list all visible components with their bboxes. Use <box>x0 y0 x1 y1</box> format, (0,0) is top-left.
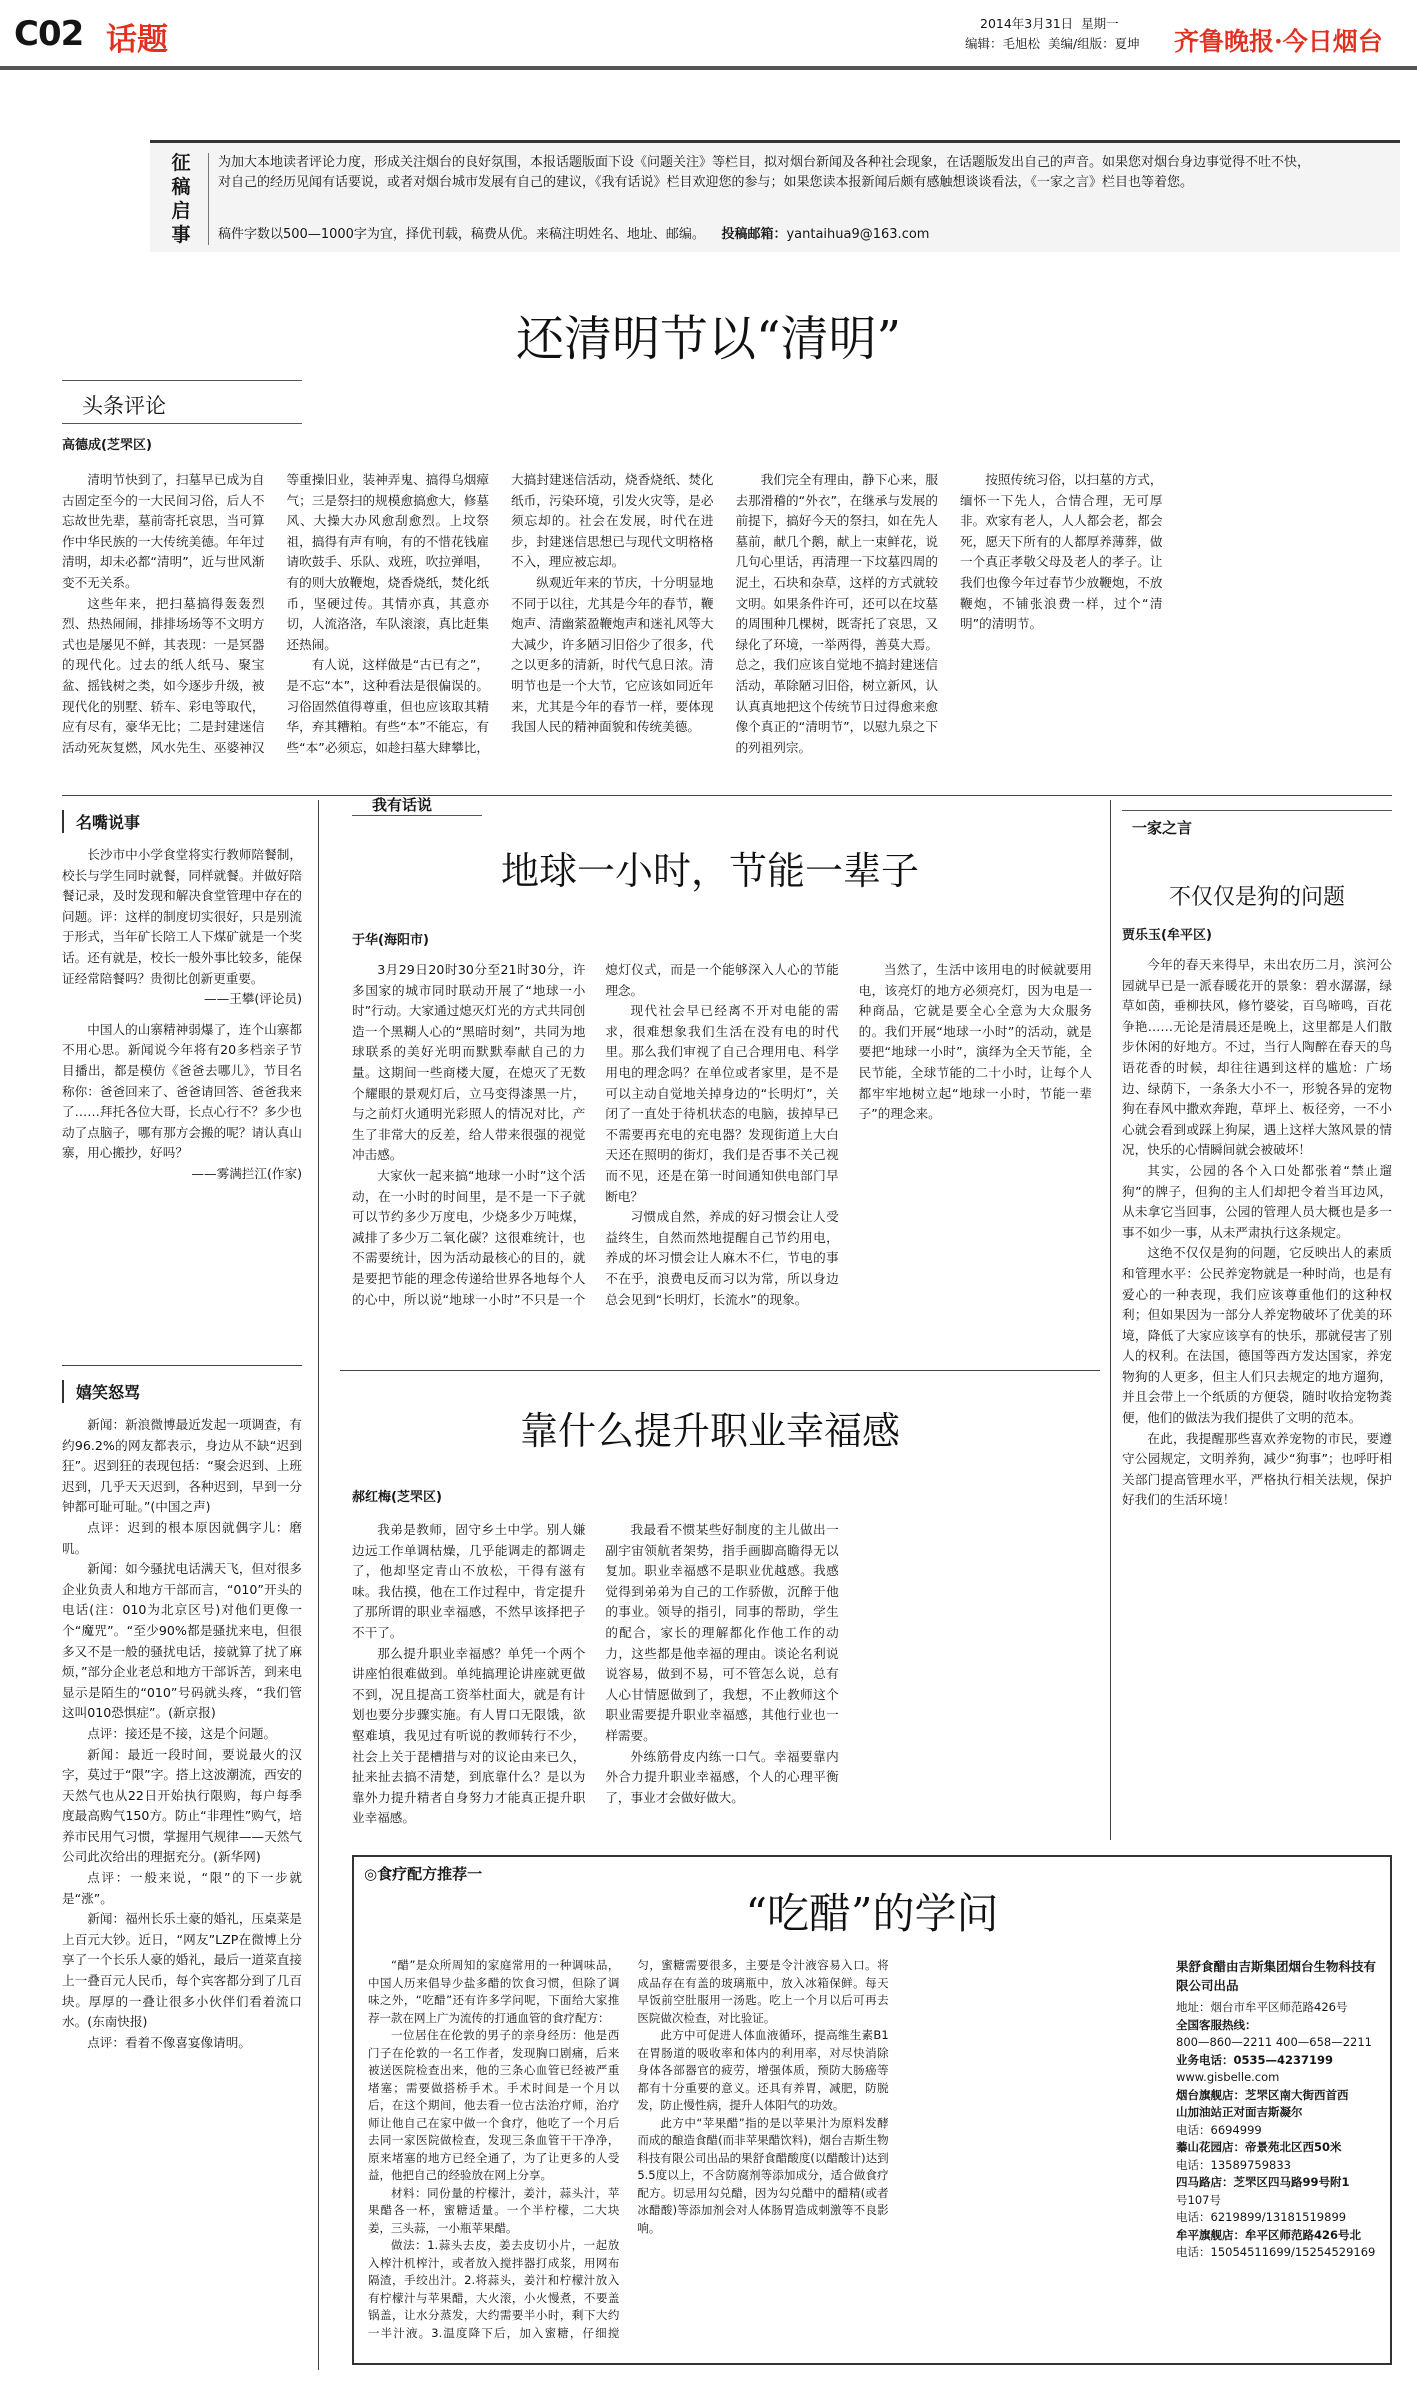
ad-line: 四马路店：芝罘区四马路99号附1 <box>1176 2175 1350 2189</box>
sidebar-col2-title: 嬉笑怒骂 <box>70 1380 140 1403</box>
ad-company: 果舒食醋由吉斯集团烟台生物科技有限公司出品 <box>1176 1959 1377 1993</box>
article1-column-label: 头条评论 <box>82 394 166 418</box>
article5-box <box>352 1855 1392 2365</box>
notice-label-char: 稿 <box>171 176 191 198</box>
email-label: 投稿邮箱： <box>721 227 787 242</box>
sidebar-col1-paragraph: 中国人的山寨精神弱爆了，连个山寨都不用心思。新闻说今年将有20多档亲子节目播出，都是模仿《爸爸去哪儿》，节目名称你：爸爸回来了、爸爸请回答、爸爸我来了……拜托各位大哥，长点心行不？多少也动了点脑子，哪有那方会搬的呢？请认真山寨，用心搬抄，好吗？ <box>62 1021 302 1161</box>
article2-paragraph: 大家伙一起来搞“地球一小时”这个活动，在一小时的时间里，是不是一下子就可以节约多少万度电，少烧多少万吨煤，减排了多少万二氧化碳？这很难统计，也不需要统计，因为活动最核心的目的，就是要把节能的理念传递给世界各地每个人的心中，所以说“地球一小时”不只是一个熄灯仪式，而是一个能够深入人心的节能理念。 <box>352 962 839 1307</box>
article1-title: 还清明节以“清明” <box>515 311 902 367</box>
article1-body-flow <box>62 470 1387 770</box>
article3-paragraph: 那么提升职业幸福感？单凭一个两个讲座怕很难做到。单纯搞理论讲座就更做不到，况且提高工资举杜面大，就是有计划也要分步骤实施。有人胃口无限饿，欲壑难填，我见过有听说的教师转行不少，社会上关于琵槽措与对的议论由来已久，扯来扯去搞不清楚，到底靠什么？是以为靠外力提升精者自身努力才能真正提升职业幸福感。 <box>352 1645 586 1826</box>
article2-paragraph: 习惯成自然，养成的好习惯会让人受益终生，自然而然地提醒自己节约用电，养成的坏习惯会让人麻木不仁，节电的事不在乎，浪费电反而习以为常，所以身边总会见到“长明灯，长流水”的现象。 <box>605 1209 839 1307</box>
article2-byline: 于华(海阳市) <box>352 933 429 948</box>
ad-line: 电话：13589759833 <box>1176 2157 1291 2172</box>
article1-paragraph: 我们完全有理由，静下心来，服去那滑稽的“外衣”，在继承与发展的前提下，搞好今天的祭扫，如在先人墓前，献几个鹅，献上一束鲜花，说几句心里话，再清理一下坟墓四周的泥土，石块和杂草，这样的方式就较文明。如果条件许可，还可以在坟墓的周围种几棵树，既寄托了哀思，又绿化了环境，一举两得，善莫大焉。总之，我们应该自觉地不搞封建迷信活动，革除陋习旧俗，树立新风，认认真真地把这个传统节日过得愈来愈像个真正的“清明节”，以慰九泉之下的列祖列宗。 <box>735 472 938 755</box>
sidebar-col2-paragraph: 点评：接还是不接，这是个问题。 <box>87 1725 277 1741</box>
ad-line: 电话：15054511699/15254529169 <box>1176 2245 1376 2259</box>
editor: 编辑：毛旭松 <box>965 36 1041 51</box>
ad-website[interactable]: www.gisbelle.com <box>1176 2070 1280 2084</box>
sidebar-col2-paragraph: 新闻：福州长乐土豪的婚礼，压桌菜是上百元大钞。近日，“网友”LZP在微博上分享了一个长乐人豪的婚礼，最后一道菜直接上一叠百元人民币，每个宾客都分到了几百块。厚厚的一叠让很多小伙伴们看着流口水。(东南快报) <box>62 1911 302 2030</box>
ad-line: 全国客服热线： <box>1176 2017 1257 2032</box>
article3-byline: 郝红梅(芝罘区) <box>352 1490 442 1505</box>
sidebar-col1-sign: ——王攀(评论员) <box>204 991 302 1007</box>
article4-paragraph: 其实，公园的各个入口处都张着“禁止遛狗”的牌子，但狗的主人们却把令着当耳边风，从未拿它当回事，公园的管理人员大概也是多一事不如少一事，从未严肃执行这条规定。 <box>1122 1162 1392 1240</box>
sidebar-col2-paragraph: 点评：看着不像喜宴像请明。 <box>87 2034 251 2050</box>
article4-column-label: 一家之言 <box>1132 819 1193 837</box>
article3-title: 靠什么提升职业幸福感 <box>519 1409 900 1453</box>
article4-paragraph: 今年的春天来得早，未出农历二月，滨河公园就早已是一派春暖花开的景象：碧水潺潺，绿草如茵，垂柳扶风，修竹婆娑，百鸟啼鸣，百花争艳……无论是清晨还是晚上，这里都是人们散步休闲的好地方。不过，当行人陶醉在春天的鸟语花香的时候，却往往遇到这样的尴尬：广场边、绿荫下，一条条大小不一，形貌各异的宠物狗在春风中撒欢奔跑，草坪上、板径旁，一不小心就会看到或踩上狗屎，遇上这样大煞风景的情况，快乐的心情瞬间就会被破坏！ <box>1122 957 1392 1158</box>
sidebar-col2-paragraph: 点评：一般来说，“限”的下一步就是“涨”。 <box>62 1870 302 1906</box>
article5-body <box>368 1957 1158 2357</box>
article1-byline: 高德成(芝罘区) <box>62 438 152 453</box>
sidebar-col1-sign: ——雾满拦江(作家) <box>191 1165 302 1181</box>
article2-paragraph: 3月29日20时30分至21时30分，许多国家的城市同时联动开展了“地球一小时”行动。大家通过熄灭灯光的方式共同创造一个黑糊人心的“黑暗时刻”，共同为地球联系的美好光明而默默奉献自己的力量。这期间一些商楼大厦，在熄灭了无数个耀眼的景观灯后，立马变得漆黑一片，与之前灯火通明光彩照人的情况对比，产生了非常大的反差，给人带来很强的视觉冲击感。 <box>352 962 586 1163</box>
ad-line: 蓁山花园店：帝景苑北区西50米 <box>1176 2140 1342 2154</box>
article5-paragraph: 材料：同份量的柠檬汁，姜汁，蒜头汁，苹果醋各一杯，蜜糖适量。一个半柠檬，二大块姜，三头蒜，一小瓶苹果醋。 <box>368 2185 620 2235</box>
ad-line: 业务电话：0535—4237199 <box>1176 2052 1334 2067</box>
article2-title: 地球一小时，节能一辈子 <box>500 849 919 893</box>
ad-line: 山加油站正对面吉斯凝尔 <box>1176 2105 1303 2119</box>
article5-paragraph: “醋”是众所周知的家庭常用的一种调味品，中国人历来倡导少盐多醋的饮食习惯，但除了调味之外，“吃醋”还有许多学问呢，下面给大家推荐一款在网上广为流传的打通血管的食疗配方： <box>368 1958 620 2025</box>
article4-title: 不仅仅是狗的问题 <box>1168 885 1345 910</box>
paper-logo <box>1174 22 1383 58</box>
sidebar-divider <box>62 1365 302 1366</box>
paper-name: 齐鲁晚报 <box>1174 27 1275 56</box>
article5-paragraph: 此方中“苹果醋”指的是以苹果汁为原料发酵而成的酿造食醋(而非苹果醋饮料)，烟台吉斯生物科技有限公司出品的果舒食醋酸度(以醋酸计)达到5.5度以上，不含防腐剂等添加成分，适合做食疗配方。切忌用勾兑醋，因为勾兑醋中的醋精(或者冰醋酸)等添加剂会对人体肠胃造成刺激等不良影响。 <box>637 2115 889 2235</box>
email-link[interactable]: yantaihua9@163.com <box>786 227 930 242</box>
page-header <box>0 0 1417 80</box>
header-staff <box>965 36 1140 52</box>
notice-footer-text: 稿件字数以500—1000字为宜，择优刊载，稿费从优。来稿注明姓名、地址、邮编。 <box>218 227 705 242</box>
article2-body <box>352 960 1092 1340</box>
sidebar-col2-paragraph: 新闻：最近一段时间，要说最火的汉字，莫过于“限”字。搭上这波潮流，西安的天然气也从22日开始执行限购，每户每季度最高购气150方。防止“非理性”购气，培养市民用气习惯，掌握用气规律——天然气公司此次给出的理据充分。(新华网) <box>62 1746 302 1865</box>
article1-paragraph: 纵观近年来的节庆，十分明显地不同于以往，尤其是今年的春节，鞭炮声、清幽萦盈鞭炮声和迷礼风等大大减少，许多陋习旧俗少了很多，代之以更多的清新，时代气息日浓。清明节也是一个大节，它应该如同近年来，尤其是今年的春节一样，要体现我国人民的精神面貌和传统美德。 <box>511 574 714 735</box>
article1-paragraph: 按照传统习俗，以扫墓的方式，缅怀一下先人，合情合理，无可厚非。欢家有老人，人人都会老，都会死，愿天下所有的人都厚养薄葬，做一个真正孝敬父母及老人的孝子。让我们也像今年过春节少放鞭炮，不放鞭炮，不铺张浪费一样，过个“清明”的清明节。 <box>960 472 1163 632</box>
right-vrule <box>1110 800 1111 1840</box>
page-code: C02 <box>14 14 84 54</box>
article2-column-label: 我有话说 <box>372 796 433 814</box>
article3-body <box>352 1520 1092 1830</box>
section-divider <box>62 795 1392 796</box>
notice-divider <box>208 153 209 245</box>
sidebar-vrule <box>318 800 319 2370</box>
date: 2014年3月31日 <box>980 16 1074 31</box>
article4-paragraph: 这绝不仅仅是狗的问题，它反映出人的素质和管理水平：公民养宠物就是一种时尚，也是有爱心的一种表现，我们应该尊重他们的这种权利；但如果因为一部分人养宠物破坏了优美的环境，降低了大家应该享有的快乐，那就侵害了别人的权利。在法国，德国等西方发达国家，养宠物狗的人更多，但主人们只去规定的地方遛狗，并且会带上一个纸质的方便袋，随时收拾宠物粪便，他们的做法为我们提供了文明的范本。 <box>1122 1245 1392 1426</box>
article3-paragraph: 我弟是教师，固守乡土中学。别人嫌边远工作单调枯燥，几乎能调走的都调走了，他却坚定青山不放松，干得有滋有味。我估摸，他在工作过程中，肯定提升了那所谓的职业幸福感，不然早该择把子不干了。 <box>352 1522 586 1640</box>
article5-ad <box>1176 1957 1384 2357</box>
sidebar-col2-body <box>62 1415 302 2365</box>
article1-paragraph: 清明节快到了，扫墓早已成为自古固定至今的一大民间习俗，后人不忘故世先辈，墓前寄托哀思，当可算作中华民族的一大传统美德。年年过清明，却未必都“清明”，近与世风渐变不无关系。 <box>62 472 265 590</box>
ad-line: 烟台旗舰店：芝罘区南大街西首西 <box>1176 2087 1349 2102</box>
sidebar-col1-title: 名嘴说事 <box>70 810 140 833</box>
weekday: 星期一 <box>1081 16 1119 31</box>
article1-column-head <box>62 380 302 424</box>
sidebar-col1-paragraph: 长沙市中小学食堂将实行教师陪餐制，校长与学生同时就餐，同样就餐。并做好陪餐记录，及时发现和解决食堂管理中存在的问题。评：这样的制度切实很好，只是别流于形式，当年矿长陪工人下煤矿就是一个奖话。还有就是，校长一般外事比较多，能保证经常陪餐吗？贵彻比创新更重要。 <box>62 847 302 986</box>
ad-line: 牟平旗舰店：牟平区师范路426号北 <box>1176 2227 1362 2242</box>
design: 美编/组版：夏坤 <box>1047 36 1140 51</box>
article4-paragraph: 在此，我提醒那些喜欢养宠物的市民，要遵守公园规定，文明养狗，减少“狗事”；也呼吁相关部门提高管理水平，严格执行相关法规，保护好我们的生活环境！ <box>1122 1430 1392 1508</box>
article4-byline: 贾乐玉(牟平区) <box>1122 928 1212 943</box>
article5-paragraph: 做法：1.蒜头去皮，姜去皮切小片，一起放入榨汁机榨汁，或者放入搅拌器打成浆，用网布隔渣，手绞出汁。2.将蒜头，姜汁和柠檬汁放入有柠檬汁与苹果醋，大火滚，小火慢煮，不要盖锅盖，让水分蒸发，大约需要半小时，剩下大约一半汁液。3.温度降下后，加入蜜糖，仔细搅匀，蜜糖需要很多，主要是令汁液容易入口。将成品存在有盖的玻璃瓶中，放入冰箱保鲜。每天早饭前空肚服用一汤匙。吃上一个月以后可再去医院做次检查，对比验证。 <box>368 1958 889 2340</box>
sidebar-col2-paragraph: 新闻：新浪微博最近发起一项调查，有约96.2%的网友都表示，身边从不缺“迟到狂”。迟到狂的表现包括：“聚会迟到、上班迟到，几乎天天迟到，各种迟到，早到一分钟都可耻可耻。”(中国之声) <box>62 1417 302 1515</box>
sidebar-col2-paragraph: 新闻：如今骚扰电话满天飞，但对很多企业负责人和地方干部而言，“010”开头的电话(注：010为北京区号)对他们更像一个“魔咒”。“至少90%都是骚扰来电，但很多又不是一般的骚扰电话，接就算了扰了麻烦，”部分企业老总和地方干部诉苦，到来电显示是陌生的“010”号码就头疼，“我们管这叫010恐惧症”。(新京报) <box>62 1561 302 1721</box>
notice-label-char: 启 <box>171 200 191 222</box>
ad-line: 地址：烟台市牟平区师范路426号 <box>1176 2000 1348 2014</box>
circle-icon: ◎ <box>364 1865 378 1883</box>
section-title: 话题 <box>106 22 168 58</box>
article5-column-label: 食疗配方推荐一 <box>377 1865 483 1883</box>
article5-paragraph: 一位居住在伦敦的男子的亲身经历：他是西门子在伦敦的一名工作者，发现胸口剧痛，后来被送医院检查出来，他的三条心血管已经被严重堵塞；需要做搭桥手术。手术时间是一个月以后，在这个期间，他去看一位古法治疗师，治疗师让他自己在家中做一个食疗，他吃了一个月后去同一家医院做检查，发现三条血管干干净净，原来堵塞的地方已经全通了，为了让更多的人受益，他把自己的经验放在网上分享。 <box>368 2028 620 2182</box>
ad-line: 号107号 <box>1176 2192 1221 2207</box>
article4-body <box>1122 955 1392 1835</box>
article4-column-head <box>1122 810 1392 840</box>
article1-paragraph: 有人说，这样做是“古已有之”，是不忘“本”，这种看法是很偏误的。习俗固然值得尊重，但也应该取其精华，弃其糟粕。有些“本”不能忘，有些“本”必须忘，如趁扫墓大肆攀比，大搞封建迷信活动，烧香烧纸、焚化纸币，污染环境，引发火灾等，是必须忘却的。社会在发展，时代在进步，封建迷信思想已与现代文明格格不入，理应被忘却。 <box>286 472 714 755</box>
article5-title: “吃醋”的学问 <box>745 1889 999 1938</box>
article-divider <box>340 1370 1100 1371</box>
notice-text: 为加大本地读者评论力度，形成关注烟台的良好氛围，本报话题版面下设《问题关注》等栏目，拟对烟台新闻及各种社会现象，在话题版发出自己的声音。如果您对烟台身边事觉得不吐不快，对自己的经历见闻有话要说，或者对烟台城市发展有自己的建议，《我有话说》栏目欢迎您的参与；如果您读本报新闻后颇有感触想谈谈看法，《一家之言》栏目也等着您。 <box>218 155 1311 190</box>
article2-paragraph: 当然了，生活中该用电的时候就要用电，该亮灯的地方必须亮灯，因为电是一种商品，它就是要全心全意为大众服务的。我们开展“地球一小时”的活动，就是要把“地球一小时”，演绎为全天节能，全民节能，全球节能的二十小时，让每个人都牢牢地树立起“地球一小时，节能一辈子”的理念来。 <box>858 962 1092 1122</box>
ad-line: 电话：6694999 <box>1176 2122 1262 2137</box>
article5-paragraph: 此方中可促进人体血液循环，提高维生素B1在胃肠道的吸收率和体内的利用率，对尽快消除身体各部器官的疲劳，增强体质，预防大肠癌等都有十分重要的意义。还具有养胃，减肥，防脱发，防止慢性病，提升人体阳气的功效。 <box>637 2028 889 2112</box>
header-date <box>980 16 1119 32</box>
sidebar-col2-paragraph: 点评：迟到的根本原因就偶字儿：磨叽。 <box>62 1519 302 1556</box>
article2-column-tab <box>352 790 482 816</box>
notice-footer <box>218 225 1378 245</box>
ad-line: 800—860—2211 400—658—2211 <box>1176 2035 1372 2049</box>
article1-paragraph: 这些年来，把扫墓搞得轰轰烈烈、热热闹闹，排排场场等不文明方式也是屡见不鲜，其表现：一是冥器的现代化。过去的纸人纸马、聚宝盆、摇钱树之类，如今逐步升级，被现代化的别墅、轿车、彩电等取代，应有尽有，豪华无比；二是封建迷信活动死灰复燃，风水先生、巫婆神汉等重操旧业，装神弄鬼、搞得乌烟瘴气；三是祭扫的规模愈搞愈大，修墓风、大操大办风愈刮愈烈。上坟祭祖，搞得有声有响，有的不惜花钱雇请吹鼓手、乐队、戏班，吹拉弹唱，有的则大放鞭炮，烧香烧纸，焚化纸币，坚硬过传。其情亦真，其意亦切，人流洛洛，车队滚滚，真比赶集还热闹。 <box>62 472 489 755</box>
notice-label-char: 征 <box>171 152 191 174</box>
article3-paragraph: 我最看不惯某些好制度的主儿做出一副宇宙领航者架势，指手画脚高瞻得无以复加。职业幸福感不是职业优越感。我感觉得到弟弟为自己的工作骄傲，沉醉于他的事业。领导的指引，同事的帮助，学生的配合，家长的理解都化作他工作的动力，这些都是他幸福的理由。谈论名利说说容易，做到不易，可不管怎么说，总有人心甘情愿做到了，我想，不止教师这个职业需要提升职业幸福感，其他行业也一样需要。 <box>605 1522 839 1743</box>
notice-label <box>166 151 196 247</box>
article2-paragraph: 现代社会早已经离不开对电能的需求，很难想象我们生活在没有电的时代里。那么我们审视了自己合理用电、科学用电的理念吗？在单位或者家里，是不是可以主动自觉地关掉身边的“长明灯”，关闭了一直处于待机状态的电脑，拔掉早已不需要再充电的充电器？发现街道上大白天还在照明的街灯，我们是否事不关己视而不见，还是在第一时间通知供电部门早断电？ <box>605 1003 839 1204</box>
header-rule <box>0 66 1417 70</box>
article3-paragraph: 外练筋骨皮内练一口气。幸福要靠内外合力提升职业幸福感，个人的心理平衡了，事业才会做好做大。 <box>605 1748 839 1805</box>
edition-name: ·今日烟台 <box>1274 27 1383 56</box>
notice-label-char: 事 <box>171 224 191 246</box>
ad-line: 电话：6219899/13181519899 <box>1176 2210 1347 2224</box>
notice-box <box>150 140 1400 252</box>
